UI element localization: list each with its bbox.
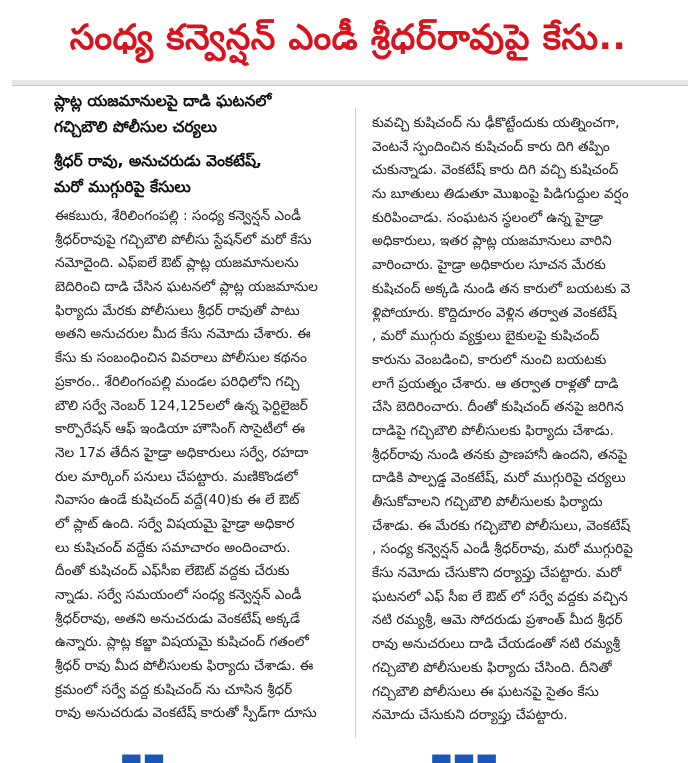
article-line: శ్రీధర్ రావు మీద పోలీసులకు ఫిర్యాదు చేశాడు. ఈ <box>55 658 314 675</box>
article-line: నమోదైంది. ఎఫ్ఐలే ఔట్ ప్లాట్ల యజమానులను <box>55 255 299 272</box>
article-line: చేశాడు. ఈ మేరకు గచ్చిబౌలి పోలీసులు, వెంకటేష్ <box>372 517 631 534</box>
article-line: లాగే ప్రయత్నం చేశారు. ఆ తర్వాత రాళ్లతో దాడి <box>372 375 619 392</box>
article-line: బౌలి సర్వే నెంబర్ 124,125లలో ఉన్న ఫెర్టిలైజర్ <box>55 397 308 414</box>
article-line: ను బూతులు తిడుతూ మొఖంపై పిడిగుద్దుల వర్షం <box>372 186 629 203</box>
article-line: చేసి బెదిరించారు. దీంతో కుషిచంద్ తనపై జరిగిన <box>372 399 624 416</box>
article-line: తీసుకోవాలని గచ్చిబౌలి పోలీసులకు ఫిర్యాదు <box>372 494 603 510</box>
article-line: రుల మార్కింగ్ పనులు చేపట్టారు. మణికొండలో <box>55 468 298 485</box>
next-article-strip: ▬▬ ▬▬▬ <box>120 743 499 763</box>
article-line: కువచ్చి కుషిచంద్ ను ఢీకొట్టేందుకు యత్నించగా, <box>372 115 620 131</box>
article-line: ఫిర్యాదు మేరకు పోలీసులు శ్రీధర్ రావుతో పాటు <box>55 302 300 319</box>
subheading-line: మరో ముగ్గురిపై కేసులు <box>54 178 191 196</box>
article-line: ఉన్నారు. ప్లాట్ల కబ్జా విషయమై కుషిచంద్ గతంలో <box>55 634 309 651</box>
article-line: కార్పొరేషన్ ఆఫ్ ఇండియా హౌసింగ్ సొసైటీలో ఈ <box>55 421 305 438</box>
article-line: నెల 17వ తేదీన హైడ్రా అధికారులు సర్వే, రహదా <box>55 444 309 461</box>
article-line: న్నాడు. సర్వే సమయంలో సంధ్య కన్వెన్షన్ ఎండీ <box>55 587 302 603</box>
article-line: లో ప్లాట్ ఉంది. సర్వే విషయమై హైడ్రా అధికార <box>55 515 295 532</box>
article-line: దాడిపై గచ్చిబౌలి పోలీసులకు ఫిర్యాదు చేశాడు. <box>372 422 614 439</box>
article-line: కేసు కు సంబంధించిన వివరాలు పోలీసుల కథనం <box>55 350 307 367</box>
article-line: నటి రమ్యశ్రీ, ఆమె సోదరుడు ప్రశాంత్ మీద శ్రీధర్ <box>372 612 623 629</box>
article-line: లు కుషిచంద్ వద్దేకు సమాచారం అందించారు. <box>55 539 291 556</box>
article-line: వెంటనే స్పందించిన కుషిచంద్ కారు దిగి తప్పిం <box>372 138 610 155</box>
article-line: శ్రీధర్‌రావుపై గచ్చిబౌలి పోలీసు స్టేషన్‌లో మరో కేసు <box>55 231 312 248</box>
article-line: కారును వెంబడించి, కారులో నుంచి బయటకు <box>372 351 607 368</box>
article-line: గచ్చిబౌలి పోలీసులు ఈ ఘటనపై సైతం కేసు <box>372 683 599 700</box>
article-line: అధికారులు, ఇతర ప్లాట్ల యజమానులు వారిని <box>372 233 612 250</box>
article-line: కేసు నమోదు చేసుకొని దర్యాప్తు చేపట్టారు. మరో <box>372 565 622 582</box>
article-line: ఘటనలో ఎఫ్ సీఐ లే ఔట్ లో సర్వే వద్దకు వచ్చిన <box>372 588 628 605</box>
article-line: బెదిరించి దాడి చేసిన ఘటనలో ప్లాట్ల యజమానుల <box>55 279 318 296</box>
left-column <box>55 205 341 726</box>
article-line: దాడికి పాల్పడ్డ వెంకటేష్, మరో ముగ్గురిపై చర్యలు <box>372 470 626 487</box>
column-divider <box>355 108 356 738</box>
right-column <box>372 112 676 728</box>
article-line: గచ్చిబౌలి పోలీసులకు ఫిర్యాదు చేసింది. దీనితో <box>372 659 612 676</box>
article-line: ప్రకారం.. శేరిలింగంపల్లి మండల పరిధిలోని గచ్చి <box>55 373 300 390</box>
subheading-line: గచ్చిబౌలి పోలీసుల చర్యలు <box>54 118 218 136</box>
subheading-line: శ్రీధర్ రావు, అనుచరుడు వెంకటేష్, <box>54 152 262 170</box>
article-line: దీంతో కుషిచంద్ ఎఫ్‌సీఐ లేఔట్ వద్దకు చేరుకు <box>55 563 290 580</box>
article-line: కురిపించాడు. సంఘటన స్థలంలో ఉన్న హైడ్రా <box>372 209 604 226</box>
article-line: అతని అనుచరుల మీద కేసు నమోదు చేశారు. ఈ <box>55 326 311 343</box>
article-line: వారించారు. హైడ్రా అధికారుల సూచన మేరకు <box>372 257 606 274</box>
article-line: రావు అనుచరుడు వెంకటేష్ కారుతో స్పీడ్‌గా దూసు <box>55 705 317 722</box>
article-line: నివాసం ఉండే కుషిచంద్ వద్దే(40)కు ఈ లే ఔట్ <box>55 492 300 509</box>
article-line: క్రమంలో సర్వే వద్ద కుషిచంద్ ను చూసిన శ్రీధర్ <box>55 681 293 698</box>
subheading-line: ప్లాట్ల యజమానులపై దాడి ఘటనలో <box>54 92 272 110</box>
article-line: చుకున్నాడు. వెంకటేష్ కారు దిగి వచ్చి కుషిచంద్ <box>372 162 619 179</box>
article-line: , సంధ్య కన్వెన్షన్ ఎండీ శ్రీధర్‌రావు, మరో ముగ్గురిపై <box>372 541 633 558</box>
article-line: నమోదు చేసుకుని దర్యాప్తు చేపట్టారు. <box>372 707 568 724</box>
article-line: , మరో ముగ్గురు వ్యక్తులు బైకులపై కుషిచంద్ <box>372 328 600 345</box>
headline: సంధ్య కన్వెన్షన్ ఎండీ శ్రీధర్‌రావుపై కేసు.. <box>69 18 627 58</box>
article-line: రావు అనుచరులు దాడి చేయడంతో నటి రమ్యశ్రీ <box>372 636 621 653</box>
article-line: ఈకబురు, శేరిలింగంపల్లి : సంధ్య కన్వెన్షన్ ఎండీ <box>55 208 302 224</box>
article-line: శ్రీధర్‌రావు నుండి తనకు ప్రాణహానీ ఉందని, తనపై <box>372 446 628 463</box>
article-line: ళ్లిపోయారు. కొద్దిదూరం వెళ్లిన తర్వాత వెంకటేష్ <box>372 304 617 321</box>
article-line: కుషిచంద్ అక్కడి నుండి తన కారులో బయటకు వె <box>372 280 631 297</box>
headline-rule <box>12 80 688 86</box>
article-line: శ్రీధర్‌రావు, అతని అనుచరుడు వెంకటేష్ అక్కడే <box>55 610 301 627</box>
subheadings <box>54 88 340 200</box>
